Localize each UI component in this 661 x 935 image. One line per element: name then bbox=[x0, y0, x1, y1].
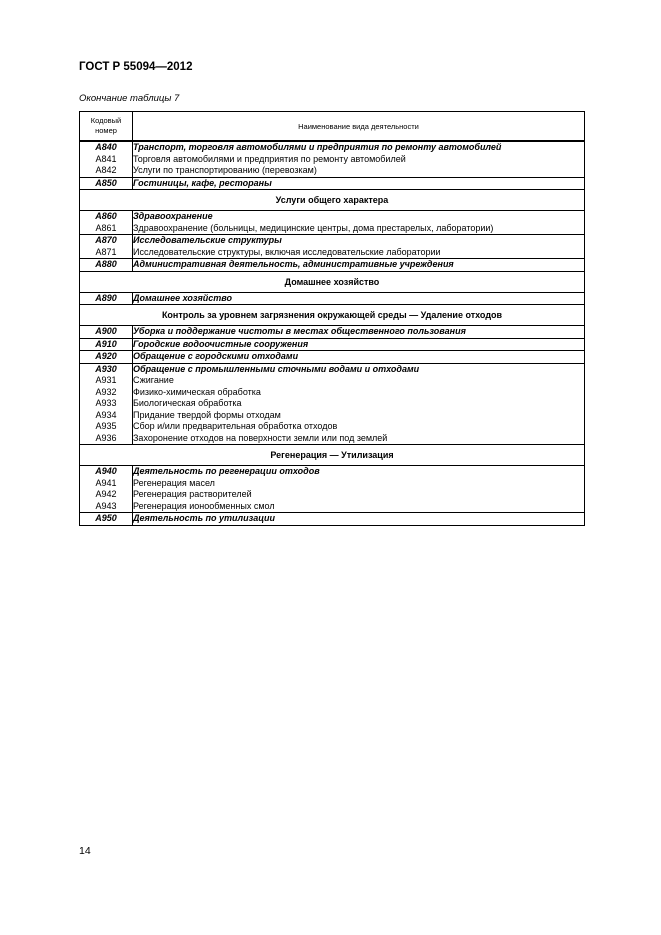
activity-code: A871 bbox=[95, 246, 117, 257]
activity-code: A950 bbox=[95, 513, 117, 523]
table-row bbox=[80, 363, 585, 445]
name-cell bbox=[133, 235, 585, 259]
activity-code: A842 bbox=[95, 165, 117, 175]
activity-name: Захоронение отходов на поверхности земли или под землей bbox=[133, 432, 388, 443]
name-cell bbox=[133, 326, 585, 339]
activity-name: Регенерация ионообменных смол bbox=[133, 500, 275, 511]
table-row bbox=[80, 326, 585, 339]
activity-code: A942 bbox=[95, 489, 117, 499]
table-header-row bbox=[80, 112, 585, 142]
name-cell bbox=[133, 292, 585, 305]
table-row bbox=[80, 513, 585, 526]
activity-code: A840 bbox=[95, 142, 117, 152]
activity-name: Сбор и/или предварительная обработка отходов bbox=[133, 421, 338, 431]
section-row bbox=[80, 445, 585, 466]
activity-name: Услуги по транспортированию (перевозкам) bbox=[133, 165, 317, 175]
activity-code: A870 bbox=[95, 235, 117, 245]
table-row bbox=[80, 292, 585, 305]
section-title: Услуги общего характера bbox=[80, 190, 585, 211]
activity-code: A890 bbox=[95, 292, 117, 303]
column-header-name: Наименование вида деятельности bbox=[133, 112, 585, 142]
activity-name: Сжигание bbox=[133, 375, 174, 385]
activity-name: Регенерация растворителей bbox=[133, 489, 252, 499]
document-id: ГОСТ Р 55094—2012 bbox=[79, 61, 193, 73]
name-cell bbox=[133, 177, 585, 190]
section-row bbox=[80, 271, 585, 292]
activity-name: Исследовательские структуры bbox=[133, 235, 282, 245]
name-cell bbox=[133, 351, 585, 364]
activity-name: Здравоохранение bbox=[133, 211, 213, 221]
activity-name: Административная деятельность, административные учреждения bbox=[133, 259, 454, 269]
code-cell bbox=[80, 338, 133, 351]
activity-name: Обращение с промышленными сточными водами и отходами bbox=[133, 363, 420, 374]
code-cell bbox=[80, 363, 133, 445]
activity-name: Городские водоочистные сооружения bbox=[133, 338, 309, 349]
activity-name: Регенерация масел bbox=[133, 477, 215, 488]
table-row bbox=[80, 466, 585, 513]
activity-name: Деятельность по регенерации отходов bbox=[133, 466, 320, 476]
code-cell bbox=[80, 466, 133, 513]
table-caption: Окончание таблицы 7 bbox=[79, 93, 180, 104]
activity-name: Обращение с городскими отходами bbox=[133, 351, 299, 361]
activity-name: Исследовательские структуры, включая исследовательские лаборатории bbox=[133, 246, 441, 257]
activity-code: A934 bbox=[95, 409, 117, 420]
code-cell bbox=[80, 513, 133, 526]
code-cell bbox=[80, 235, 133, 259]
activity-code: A860 bbox=[95, 211, 117, 221]
activity-code: A861 bbox=[95, 222, 117, 233]
column-header-code: Кодовый номер bbox=[80, 112, 133, 142]
activity-name: Торговля автомобилями и предприятия по ремонту автомобилей bbox=[133, 153, 406, 164]
activity-table bbox=[79, 111, 585, 526]
name-cell bbox=[133, 363, 585, 445]
activity-name: Гостиницы, кафе, рестораны bbox=[133, 177, 272, 188]
activity-name: Придание твердой формы отходам bbox=[133, 409, 281, 420]
code-cell bbox=[80, 177, 133, 190]
activity-code: A933 bbox=[95, 398, 117, 408]
activity-code: A931 bbox=[95, 375, 117, 385]
code-cell bbox=[80, 292, 133, 305]
table-row bbox=[80, 177, 585, 190]
section-title: Регенерация — Утилизация bbox=[80, 445, 585, 466]
activity-code: A943 bbox=[95, 500, 117, 511]
section-row bbox=[80, 190, 585, 211]
activity-code: A841 bbox=[95, 153, 117, 164]
name-cell bbox=[133, 211, 585, 235]
table-body bbox=[80, 141, 585, 525]
activity-code: A935 bbox=[95, 421, 117, 431]
activity-code: A932 bbox=[95, 386, 117, 397]
activity-code: A941 bbox=[95, 477, 117, 488]
code-cell bbox=[80, 326, 133, 339]
activity-code: A910 bbox=[95, 338, 117, 349]
activity-name: Биологическая обработка bbox=[133, 398, 242, 408]
name-cell bbox=[133, 141, 585, 177]
section-title: Домашнее хозяйство bbox=[80, 271, 585, 292]
activity-name: Транспорт, торговля автомобилями и предприятия по ремонту автомобилей bbox=[133, 142, 502, 152]
code-cell bbox=[80, 211, 133, 235]
section-title: Контроль за уровнем загрязнения окружающей среды — Удаление отходов bbox=[80, 305, 585, 326]
code-cell bbox=[80, 259, 133, 272]
name-cell bbox=[133, 338, 585, 351]
page-number: 14 bbox=[79, 845, 91, 857]
table-row bbox=[80, 211, 585, 235]
activity-code: A900 bbox=[95, 326, 117, 336]
activity-code: A930 bbox=[95, 363, 117, 374]
activity-code: A936 bbox=[95, 432, 117, 443]
activity-name: Деятельность по утилизации bbox=[133, 513, 276, 523]
activity-code: A850 bbox=[95, 177, 117, 188]
activity-code: A920 bbox=[95, 351, 117, 361]
table-row bbox=[80, 338, 585, 351]
name-cell bbox=[133, 466, 585, 513]
activity-name: Домашнее хозяйство bbox=[133, 292, 232, 303]
code-cell bbox=[80, 351, 133, 364]
section-row bbox=[80, 305, 585, 326]
table-row bbox=[80, 141, 585, 177]
name-cell bbox=[133, 259, 585, 272]
name-cell bbox=[133, 513, 585, 526]
activity-name: Физико-химическая обработка bbox=[133, 386, 261, 397]
activity-code: A940 bbox=[95, 466, 117, 476]
table-row bbox=[80, 235, 585, 259]
table-row bbox=[80, 351, 585, 364]
activity-name: Уборка и поддержание чистоты в местах общественного пользования bbox=[133, 326, 466, 336]
table-row bbox=[80, 259, 585, 272]
code-cell bbox=[80, 141, 133, 177]
activity-code: A880 bbox=[95, 259, 117, 269]
activity-name: Здравоохранение (больницы, медицинские центры, дома престарелых, лаборатории) bbox=[133, 222, 494, 233]
